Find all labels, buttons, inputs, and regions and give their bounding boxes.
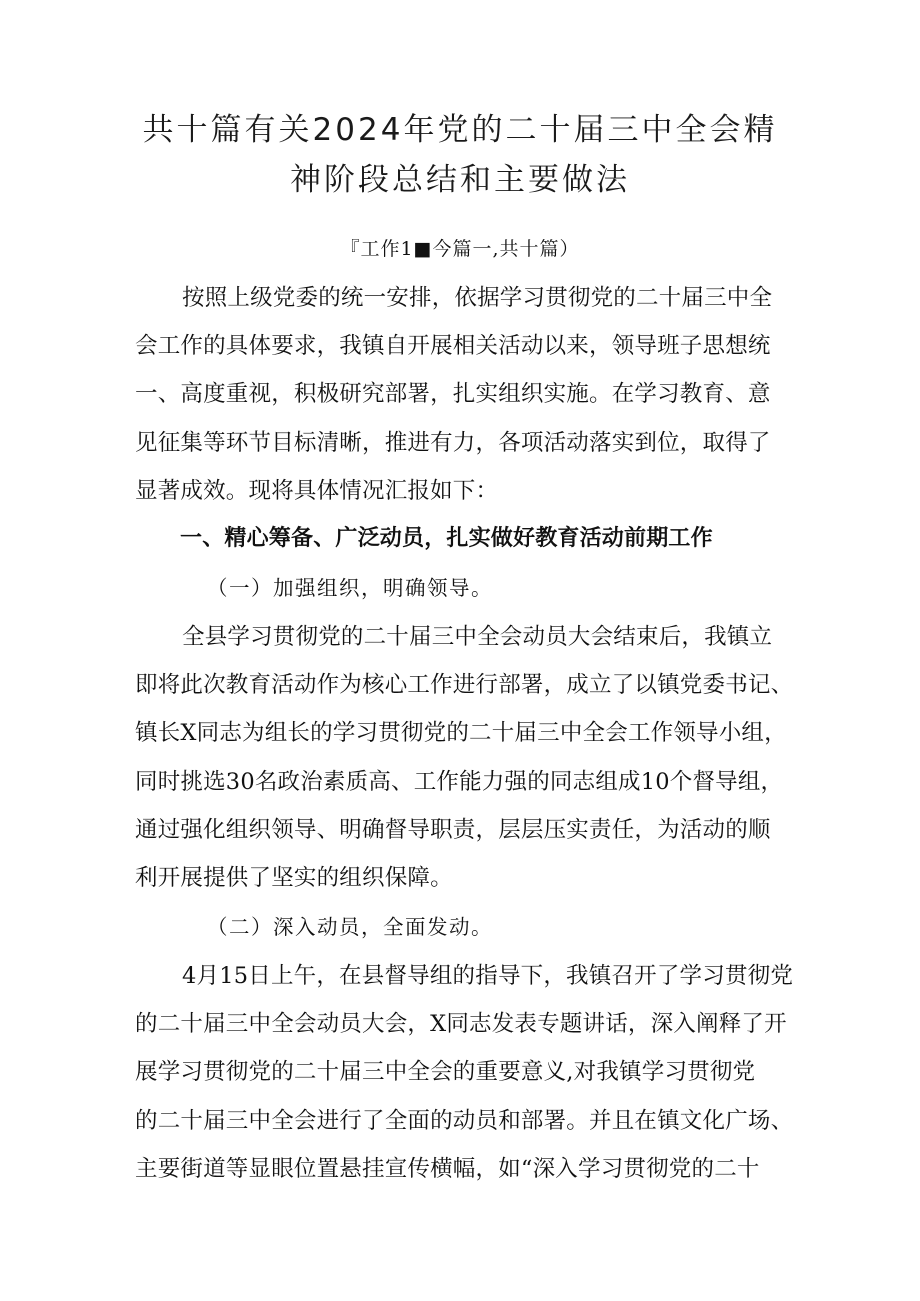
document-subtitle: 『工作1■今篇一,共十篇） [340,238,580,260]
body-line: 通过强化组织领导、明确督导职责，层层压实责任，为活动的顺 [135,817,771,843]
body-line: 的二十届三中全会进行了全面的动员和部署。并且在镇文化广场、 [135,1108,794,1134]
body-line: 一、高度重视，积极研究部署，扎实组织实施。在学习教育、意 [135,381,771,407]
body-line: 利开展提供了坚实的组织保障。 [135,865,453,891]
document-title-line-2: 神阶段总结和主要做法 [290,162,630,198]
subsection-heading: （一）加强组织，明确领导。 [207,576,493,600]
document-title-line-1: 共十篇有关2024年党的二十届三中全会精 [142,112,778,148]
body-line: 展学习贯彻党的二十届三中全会的重要意义,对我镇学习贯彻党 [135,1059,756,1085]
body-line: 显著成效。现将具体情况汇报如下： [135,478,499,504]
body-line: 即将此次教育活动作为核心工作进行部署，成立了以镇党委书记、 [135,672,794,698]
body-line: 主要街道等显眼位置悬挂宣传横幅，如“深入学习贯彻党的二十 [135,1156,760,1182]
body-line: 4月15日上午，在县督导组的指导下，我镇召开了学习贯彻党 [182,963,794,989]
body-line: 会工作的具体要求，我镇自开展相关活动以来，领导班子思想统 [135,333,771,359]
subsection-heading: （二）深入动员，全面发动。 [207,915,493,939]
body-line: 按照上级党委的统一安排，依据学习贯彻党的二十届三中全 [182,285,773,311]
body-line: 同时挑选30名政治素质高、工作能力强的同志组成10个督导组， [135,769,784,795]
section-heading: 一、精心筹备、广泛动员，扎实做好教育活动前期工作 [180,526,713,551]
body-line: 的二十届三中全会动员大会，X同志发表专题讲话，深入阐释了开 [135,1011,787,1037]
body-line: 全县学习贯彻党的二十届三中全会动员大会结束后，我镇立 [182,624,773,650]
body-line: 见征集等环节目标清晰，推进有力，各项活动落实到位，取得了 [135,430,771,456]
body-line: 镇长X同志为组长的学习贯彻党的二十届三中全会工作领导小组， [135,720,787,746]
